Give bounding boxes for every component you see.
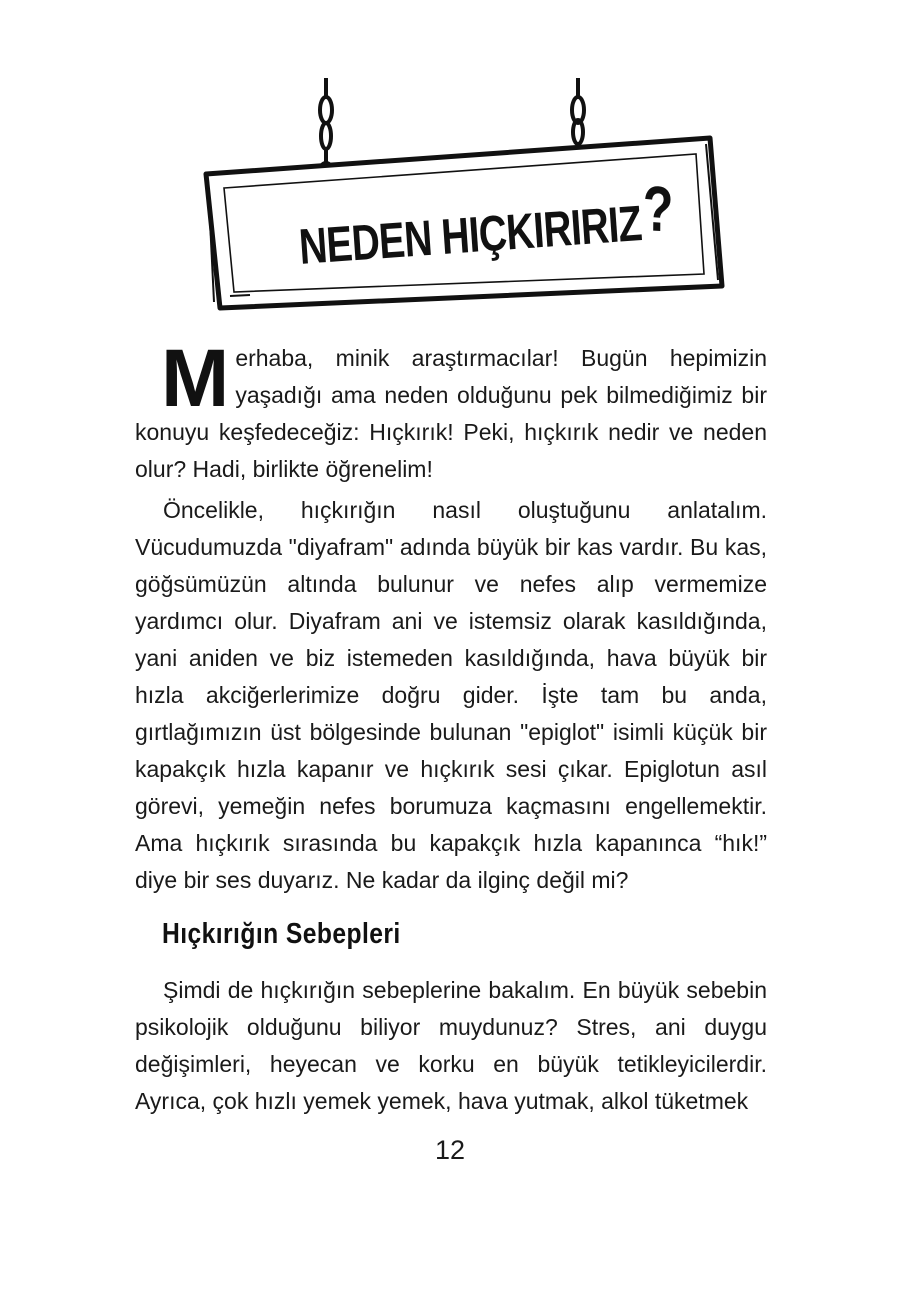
drop-cap: M [161, 333, 230, 424]
intro-paragraph [135, 333, 767, 488]
paragraph-causes: Şimdi de hıçkırığın sebeplerine bakalım. En büyük sebebin psikolojik olduğunu biliyor muydunuz? Stres, ani duygu değişimleri, heyecan ve korku en büyük tetikleyicilerdir. Ayrıca, çok hızlı yemek yemek, hava yutmak, alkol tüketmek [135, 977, 767, 1114]
left-chain [320, 78, 332, 173]
sign-title-text: NEDEN HIÇKIRIRIZ [297, 195, 644, 275]
intro-text: erhaba, minik araştırmacılar! Bugün hepimizin yaşadığı ama neden olduğunu pek bilmediğimiz bir konuyu keşfedeceğiz: Hıçkırık! Peki, hıçkırık nedir ve neden olur? Hadi, birlikte öğrenelim! [135, 345, 767, 482]
section-heading: Hıçkırığın Sebepleri [162, 918, 401, 950]
sign-question-mark: ? [642, 172, 673, 246]
paragraph-diaphragm: Öncelikle, hıçkırığın nasıl oluştuğunu anlatalım. Vücudumuzda "diyafram" adında büyük bir kas vardır. Bu kas, göğsümüzün altında bulunur ve nefes alıp vermemize yardımcı olur. Diyafram ani ve istemsiz olarak kasıldığında, yani aniden ve biz istemeden kasıldığında, hava büyük bir hızla akciğerlerimize doğru gider. İşte tam bu anda, gırtlağımızın üst bölgesinde bulunan "epiglot" isimli küçük bir kapakçık hızla kapanır ve hıçkırık sesi çıkar. Epiglotun asıl görevi, yemeğin nefes borumuza kaçmasını engellemektir. Ama hıçkırık sırasında bu kapakçık hızla kapanınca “hık!” diye bir ses duyarız. Ne kadar da ilginç değil mi? [135, 497, 767, 893]
page-number: 12 [434, 1135, 466, 1165]
